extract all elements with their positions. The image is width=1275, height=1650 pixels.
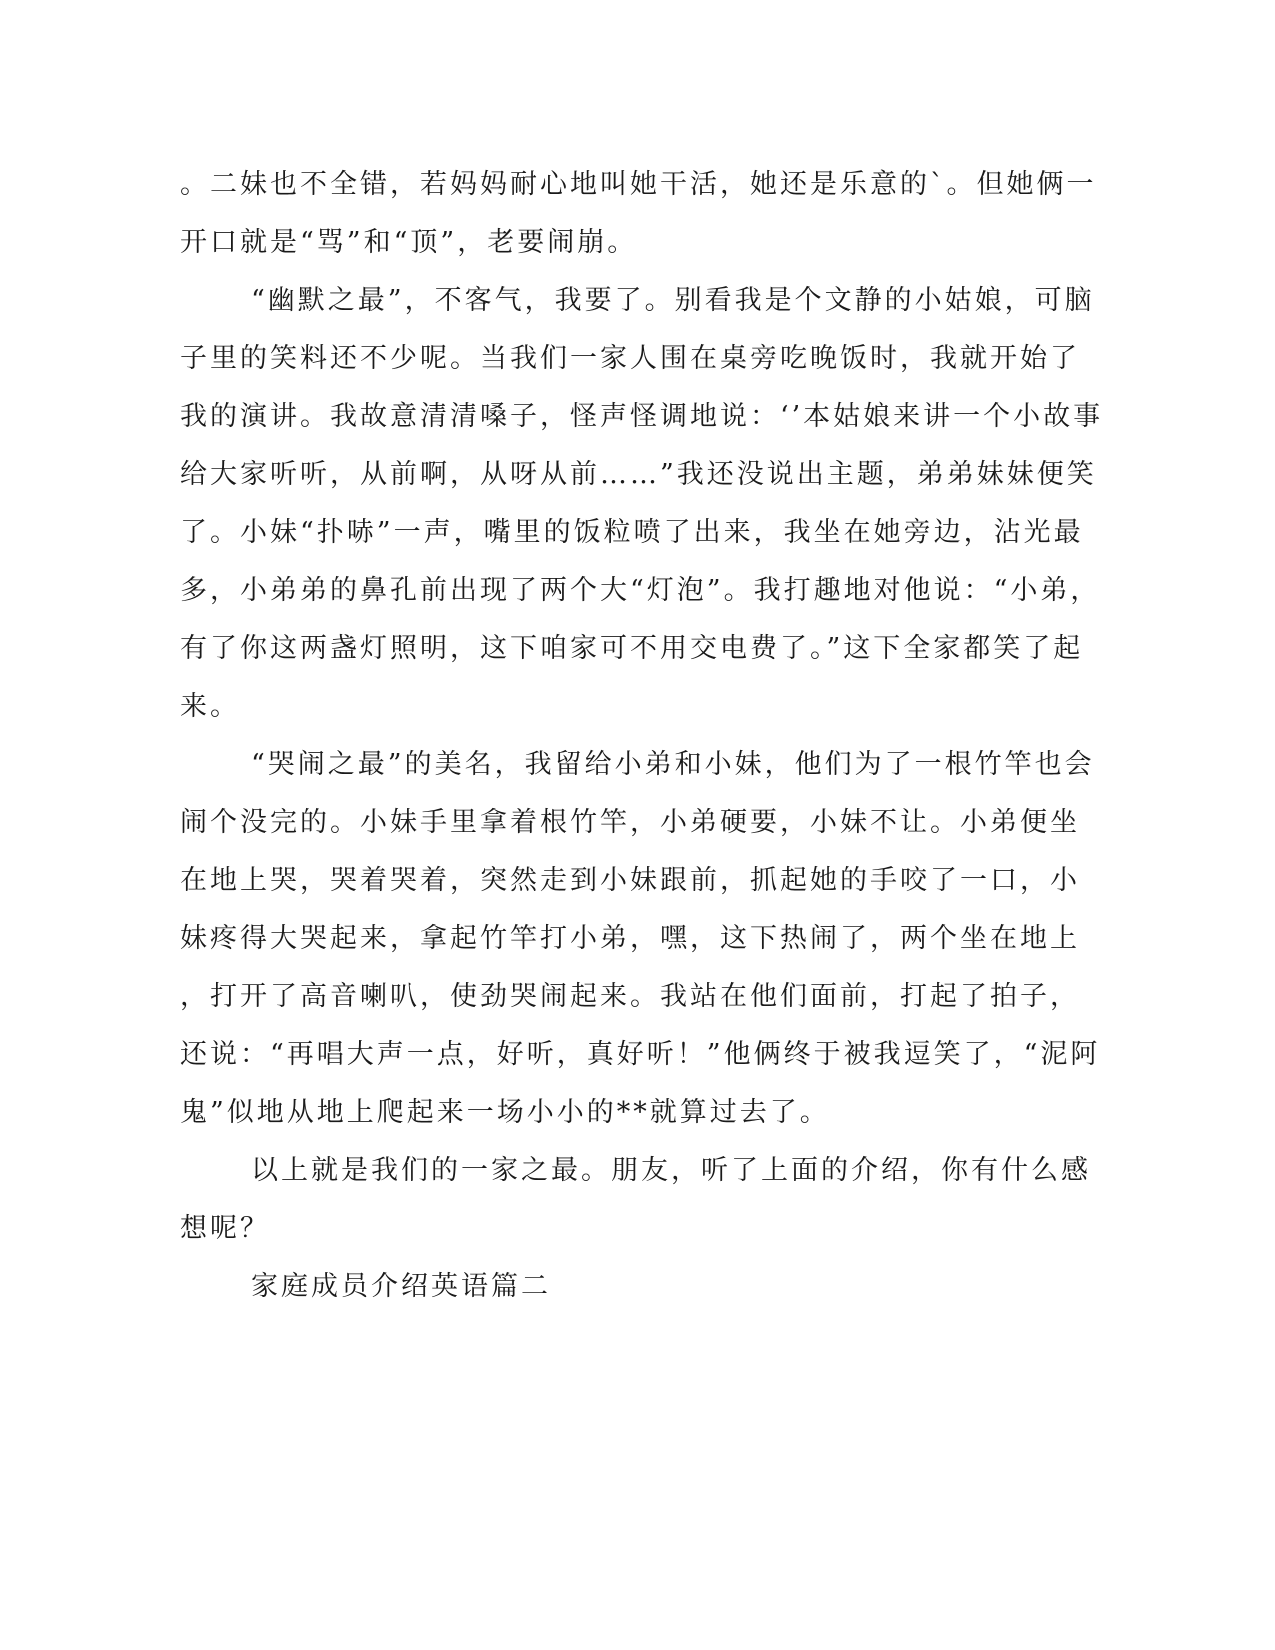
text-line: 给大家听听，从前啊，从呀从前……”我还没说出主题，弟弟妹妹便笑 [180,459,1097,490]
text-line: 妹疼得大哭起来，拿起竹竿打小弟，嘿，这下热闹了，两个坐在地上 [180,923,1080,954]
text-line: 多，小弟弟的鼻孔前出现了两个大“灯泡”。我打趣地对他说：“小弟， [180,575,1101,606]
text-line: ，打开了高音喇叭，使劲哭闹起来。我站在他们面前，打起了拍子， [180,981,1080,1012]
text-line: 。二妹也不全错，若妈妈耐心地叫她干活，她还是乐意的`。但她俩一 [180,169,1097,200]
text-line: 来。 [180,691,240,722]
text-line: 闹个没完的。小妹手里拿着根竹竿，小弟硬要，小妹不让。小弟便坐 [180,807,1080,838]
text-line: 以上就是我们的一家之最。朋友，听了上面的介绍，你有什么感 [251,1155,1091,1186]
text-line: 开口就是“骂”和“顶”，老要闹崩。 [180,227,638,258]
text-line: 了。小妹“扑哧”一声，嘴里的饭粒喷了出来，我坐在她旁边，沾光最 [180,517,1084,548]
text-line: 还说：“再唱大声一点，好听，真好听！”他俩终于被我逗笑了，“泥阿 [180,1039,1101,1070]
text-line: 子里的笑料还不少呢。当我们一家人围在桌旁吃晚饭时，我就开始了 [180,343,1080,374]
text-line: “幽默之最”，不客气，我要了。别看我是个文静的小姑娘，可脑 [251,285,1095,316]
text-line: 我的演讲。我故意清清嗓子，怪声怪调地说：‘’本姑娘来讲一个小故事 [180,401,1104,432]
text-line: 想呢？ [180,1213,270,1244]
section-heading: 家庭成员介绍英语篇二 [251,1271,551,1302]
text-line: “哭闹之最”的美名，我留给小弟和小妹，他们为了一根竹竿也会 [251,749,1095,780]
text-line: 有了你这两盏灯照明，这下咱家可不用交电费了。”这下全家都笑了起 [180,633,1084,664]
text-line: 鬼”似地从地上爬起来一场小小的**就算过去了。 [180,1097,830,1128]
text-line: 在地上哭，哭着哭着，突然走到小妹跟前，抓起她的手咬了一口，小 [180,865,1080,896]
